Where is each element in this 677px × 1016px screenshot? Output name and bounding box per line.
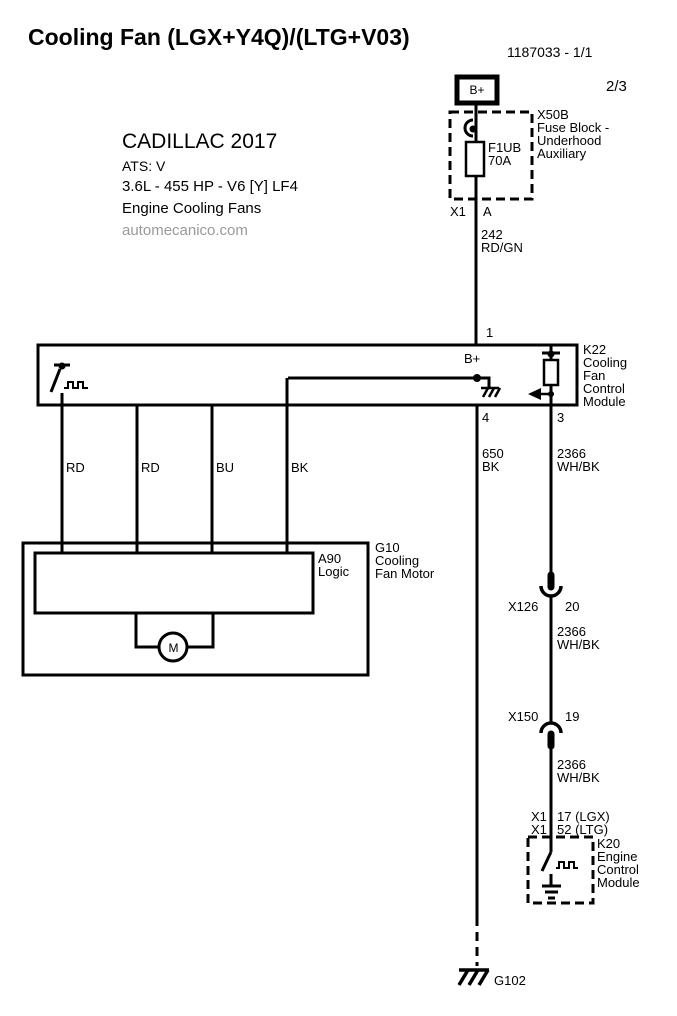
k22-driver-resistor-icon <box>544 360 558 385</box>
k22-chassis-ground-icon <box>481 388 500 397</box>
circuit-number: 2366 <box>557 757 586 772</box>
pwm-signal-icon <box>64 382 88 388</box>
k22-driver-terminal-icon <box>542 351 560 358</box>
fan-wire-label-bu: BU <box>216 460 235 475</box>
ground-icon-g102 <box>459 970 489 985</box>
k20-ecm-box <box>528 837 593 903</box>
fuse-f1ub-icon <box>466 142 484 176</box>
diagram-system: Engine Cooling Fans <box>122 200 262 217</box>
wire-color: BK <box>482 459 500 474</box>
wire-label-2366-upper <box>557 447 600 473</box>
circuit-number: 2366 <box>557 446 586 461</box>
k22-module-label: K22 Cooling Fan Control Module <box>583 342 628 409</box>
fan-wire-label-bk: BK <box>291 460 309 475</box>
circuit-number: 242 <box>481 227 503 242</box>
k20-pin-1: 17 (LGX) <box>557 809 610 824</box>
wire-label-242 <box>481 228 523 254</box>
a90-logic-box <box>35 553 313 613</box>
g10-fan-motor-box <box>23 543 368 675</box>
a90-logic-label: A90 Logic <box>318 551 350 579</box>
vehicle-make-year: CADILLAC 2017 <box>122 130 278 153</box>
k22-pin-1: 1 <box>486 325 494 340</box>
connector-x126-label: X126 <box>508 599 539 614</box>
k22-id: K22 <box>583 342 607 357</box>
wire-color: WH/BK <box>557 637 600 652</box>
wire-color: RD/GN <box>481 240 523 255</box>
wire-label-2366-middle <box>557 625 600 651</box>
fuse-connector-label: X1 <box>450 204 466 219</box>
k20-pin-connector-2: X1 <box>531 822 547 837</box>
fuse-id: F1UB <box>488 140 522 155</box>
connector-x150-label: X150 <box>508 709 539 724</box>
connector-x150-pin: 19 <box>565 709 580 724</box>
vehicle-engine: 3.6L - 455 HP - V6 [Y] LF4 <box>122 178 298 195</box>
fuse-block-id: X50B <box>537 107 569 122</box>
wire-label-2366-lower <box>557 758 600 784</box>
k22-pin-3: 3 <box>557 410 565 425</box>
k22-pin-4: 4 <box>482 410 490 425</box>
wire-color: WH/BK <box>557 459 600 474</box>
k20-switch-icon <box>542 852 578 871</box>
vehicle-model: ATS: V <box>122 158 166 174</box>
fan-wire-label-rd2: RD <box>141 460 160 475</box>
circuit-number: 650 <box>482 446 504 461</box>
fuse-block-label: X50B Fuse Block - Underhood Auxiliary <box>537 107 610 161</box>
a90-id: A90 <box>318 551 342 566</box>
wire-label-650 <box>482 447 504 473</box>
k20-module-label: K20 Engine Control Module <box>597 836 640 890</box>
connector-x126-pin: 20 <box>565 599 580 614</box>
motor-label: M <box>168 641 179 655</box>
doc-number: 1187033 - 1/1 <box>507 44 593 60</box>
battery-positive-label: B+ <box>469 83 485 97</box>
page-indicator: 2/3 <box>606 78 627 95</box>
fuse-pin-label: A <box>483 204 492 219</box>
k20-pin-connector-1: X1 <box>531 809 547 824</box>
g10-id: G10 <box>375 540 400 555</box>
fuse-rating: 70A <box>488 153 512 168</box>
connector-icon-x126 <box>541 575 561 596</box>
fan-wire-label-rd1: RD <box>66 460 85 475</box>
k20-ground-icon <box>542 874 561 898</box>
k20-pin-2: 52 (LTG) <box>557 822 609 837</box>
circuit-number: 2366 <box>557 624 586 639</box>
k22-fan-driver-icon <box>51 363 88 393</box>
g10-fan-motor-label: G10 Cooling Fan Motor <box>375 540 435 581</box>
wire-color: WH/BK <box>557 770 600 785</box>
page-title: Cooling Fan (LGX+Y4Q)/(LTG+V03) <box>28 24 410 50</box>
connector-icon-x150 <box>541 723 561 746</box>
ground-g102-label: G102 <box>494 973 526 988</box>
fuse-label <box>488 141 521 167</box>
watermark: automecanico.com <box>122 222 248 239</box>
pwm-signal-icon <box>556 862 578 868</box>
junction-dot <box>473 374 481 382</box>
k20-id: K20 <box>597 836 621 851</box>
k22-bplus-label: B+ <box>464 351 481 366</box>
